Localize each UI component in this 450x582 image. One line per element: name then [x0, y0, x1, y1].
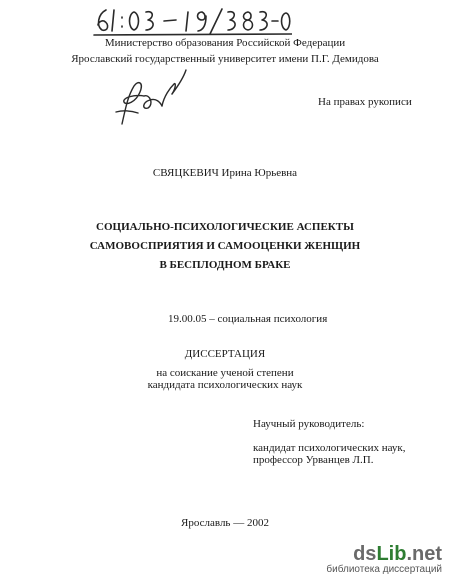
dslib-logo: dsLib.net — [353, 543, 442, 565]
handwritten-signature — [114, 66, 192, 128]
watermark-subtitle: библиотека диссертаций — [326, 564, 442, 575]
university-name: Ярославский государственный университет имени П.Г. Демидова — [71, 53, 379, 65]
specialty-code: 19.00.05 – социальная психология — [168, 313, 328, 325]
supervisor-degree: кандидат психологических наук, — [253, 442, 406, 454]
handwritten-archive-number — [92, 4, 292, 38]
degree-line-1: на соискание ученой степени — [156, 367, 294, 379]
supervisor-label: Научный руководитель: — [253, 418, 365, 430]
place-and-year: Ярославль — 2002 — [181, 517, 269, 529]
degree-line-2: кандидата психологических наук — [147, 379, 303, 391]
supervisor-name: профессор Урванцев Л.П. — [253, 454, 374, 466]
manuscript-rights-note: На правах рукописи — [318, 96, 412, 108]
dslib-watermark — [326, 544, 442, 576]
dissertation-title-line-3: В БЕСПЛОДНОМ БРАКЕ — [159, 259, 291, 271]
author-name: СВЯЦКЕВИЧ Ирина Юрьевна — [152, 167, 298, 179]
ministry-name: Министерство образования Российской Федерации — [104, 37, 346, 49]
document-type: ДИССЕРТАЦИЯ — [184, 348, 266, 360]
dissertation-title-line-2: САМОВОСПРИЯТИЯ И САМООЦЕНКИ ЖЕНЩИН — [89, 240, 361, 252]
dissertation-title-line-1: СОЦИАЛЬНО-ПСИХОЛОГИЧЕСКИЕ АСПЕКТЫ — [96, 221, 354, 233]
